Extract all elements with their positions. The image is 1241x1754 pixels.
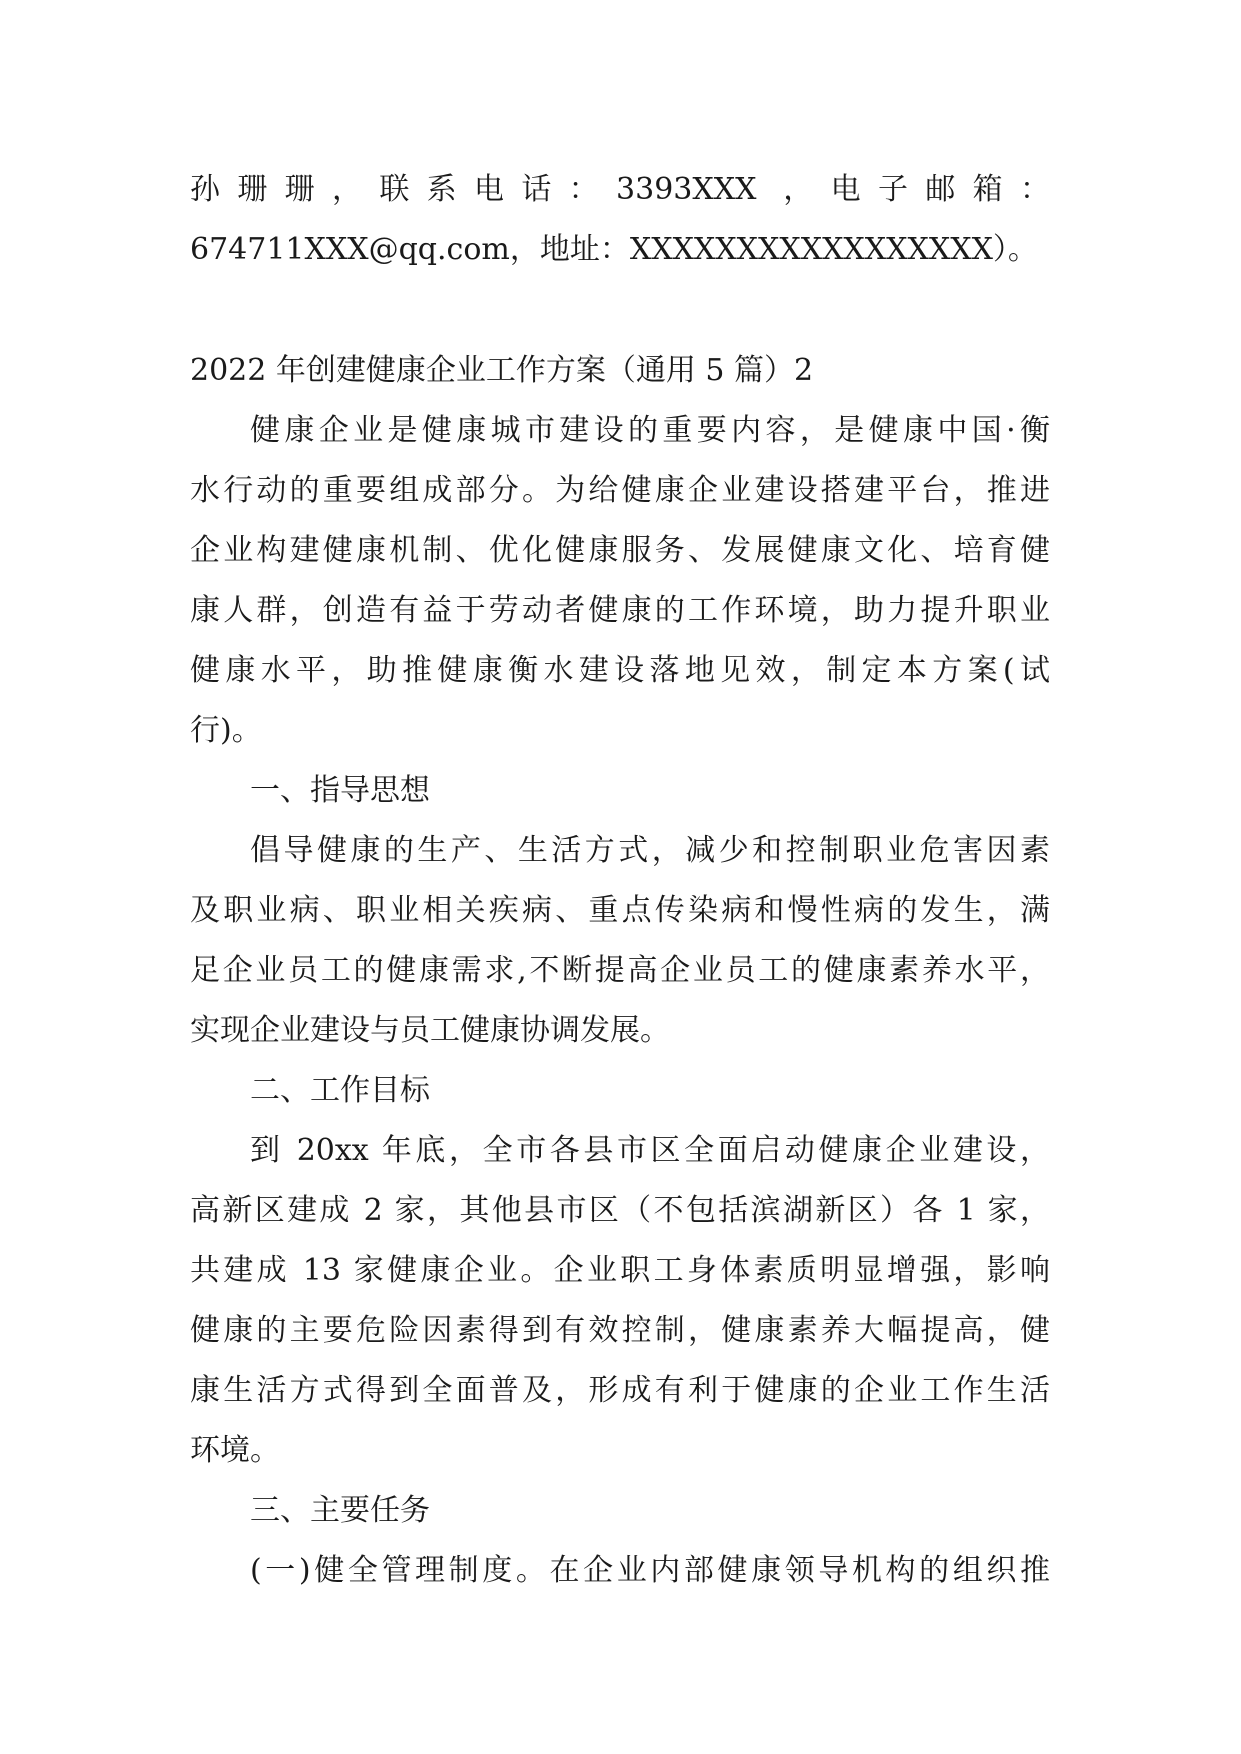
section-title: 2022 年创建健康企业工作方案（通用 5 篇）2 (190, 353, 814, 388)
heading-guiding-thought: 一、指导思想 (250, 773, 430, 808)
heading-main-tasks: 三、主要任务 (250, 1493, 430, 1528)
paragraph-line: 康生活方式得到全面普及，形成有利于健康的企业工作生活 (190, 1373, 1050, 1408)
heading-work-goals: 二、工作目标 (250, 1073, 430, 1108)
paragraph-line: 环境。 (190, 1433, 280, 1468)
paragraph-line: (一)健全管理制度。在企业内部健康领导机构的组织推 (250, 1553, 1050, 1588)
paragraph-line: 行)。 (190, 713, 262, 748)
paragraph-line: 到 20xx 年底，全市各县市区全面启动健康企业建设， (250, 1133, 1050, 1168)
paragraph-line: 健康企业是健康城市建设的重要内容，是健康中国·衡 (250, 413, 1050, 448)
paragraph-line: 足企业员工的健康需求,不断提高企业员工的健康素养水平， (190, 953, 1050, 988)
contact-line: 孙珊珊，联系电话：3393XXX ，电子邮箱： (190, 172, 1050, 207)
paragraph-line: 水行动的重要组成部分。为给健康企业建设搭建平台，推进 (190, 473, 1050, 508)
paragraph-line: 健康的主要危险因素得到有效控制，健康素养大幅提高，健 (190, 1313, 1050, 1348)
blank-line (190, 280, 1050, 341)
paragraph-line: 企业构建健康机制、优化健康服务、发展健康文化、培育健 (190, 533, 1050, 568)
paragraph-line: 健康水平，助推健康衡水建设落地见效，制定本方案(试 (190, 653, 1050, 688)
contact-line: 674711XXX@qq.com，地址：XXXXXXXXXXXXXXXXX）。 (190, 232, 1038, 267)
document-body (190, 160, 1050, 1601)
paragraph-line: 倡导健康的生产、生活方式，减少和控制职业危害因素 (250, 833, 1050, 868)
paragraph-line: 及职业病、职业相关疾病、重点传染病和慢性病的发生，满 (190, 893, 1050, 928)
paragraph-line: 高新区建成 2 家，其他县市区（不包括滨湖新区）各 1 家， (190, 1193, 1050, 1228)
paragraph-line: 康人群，创造有益于劳动者健康的工作环境，助力提升职业 (190, 593, 1050, 628)
paragraph-line: 实现企业建设与员工健康协调发展。 (190, 1013, 670, 1048)
paragraph-line: 共建成 13 家健康企业。企业职工身体素质明显增强，影响 (190, 1253, 1050, 1288)
